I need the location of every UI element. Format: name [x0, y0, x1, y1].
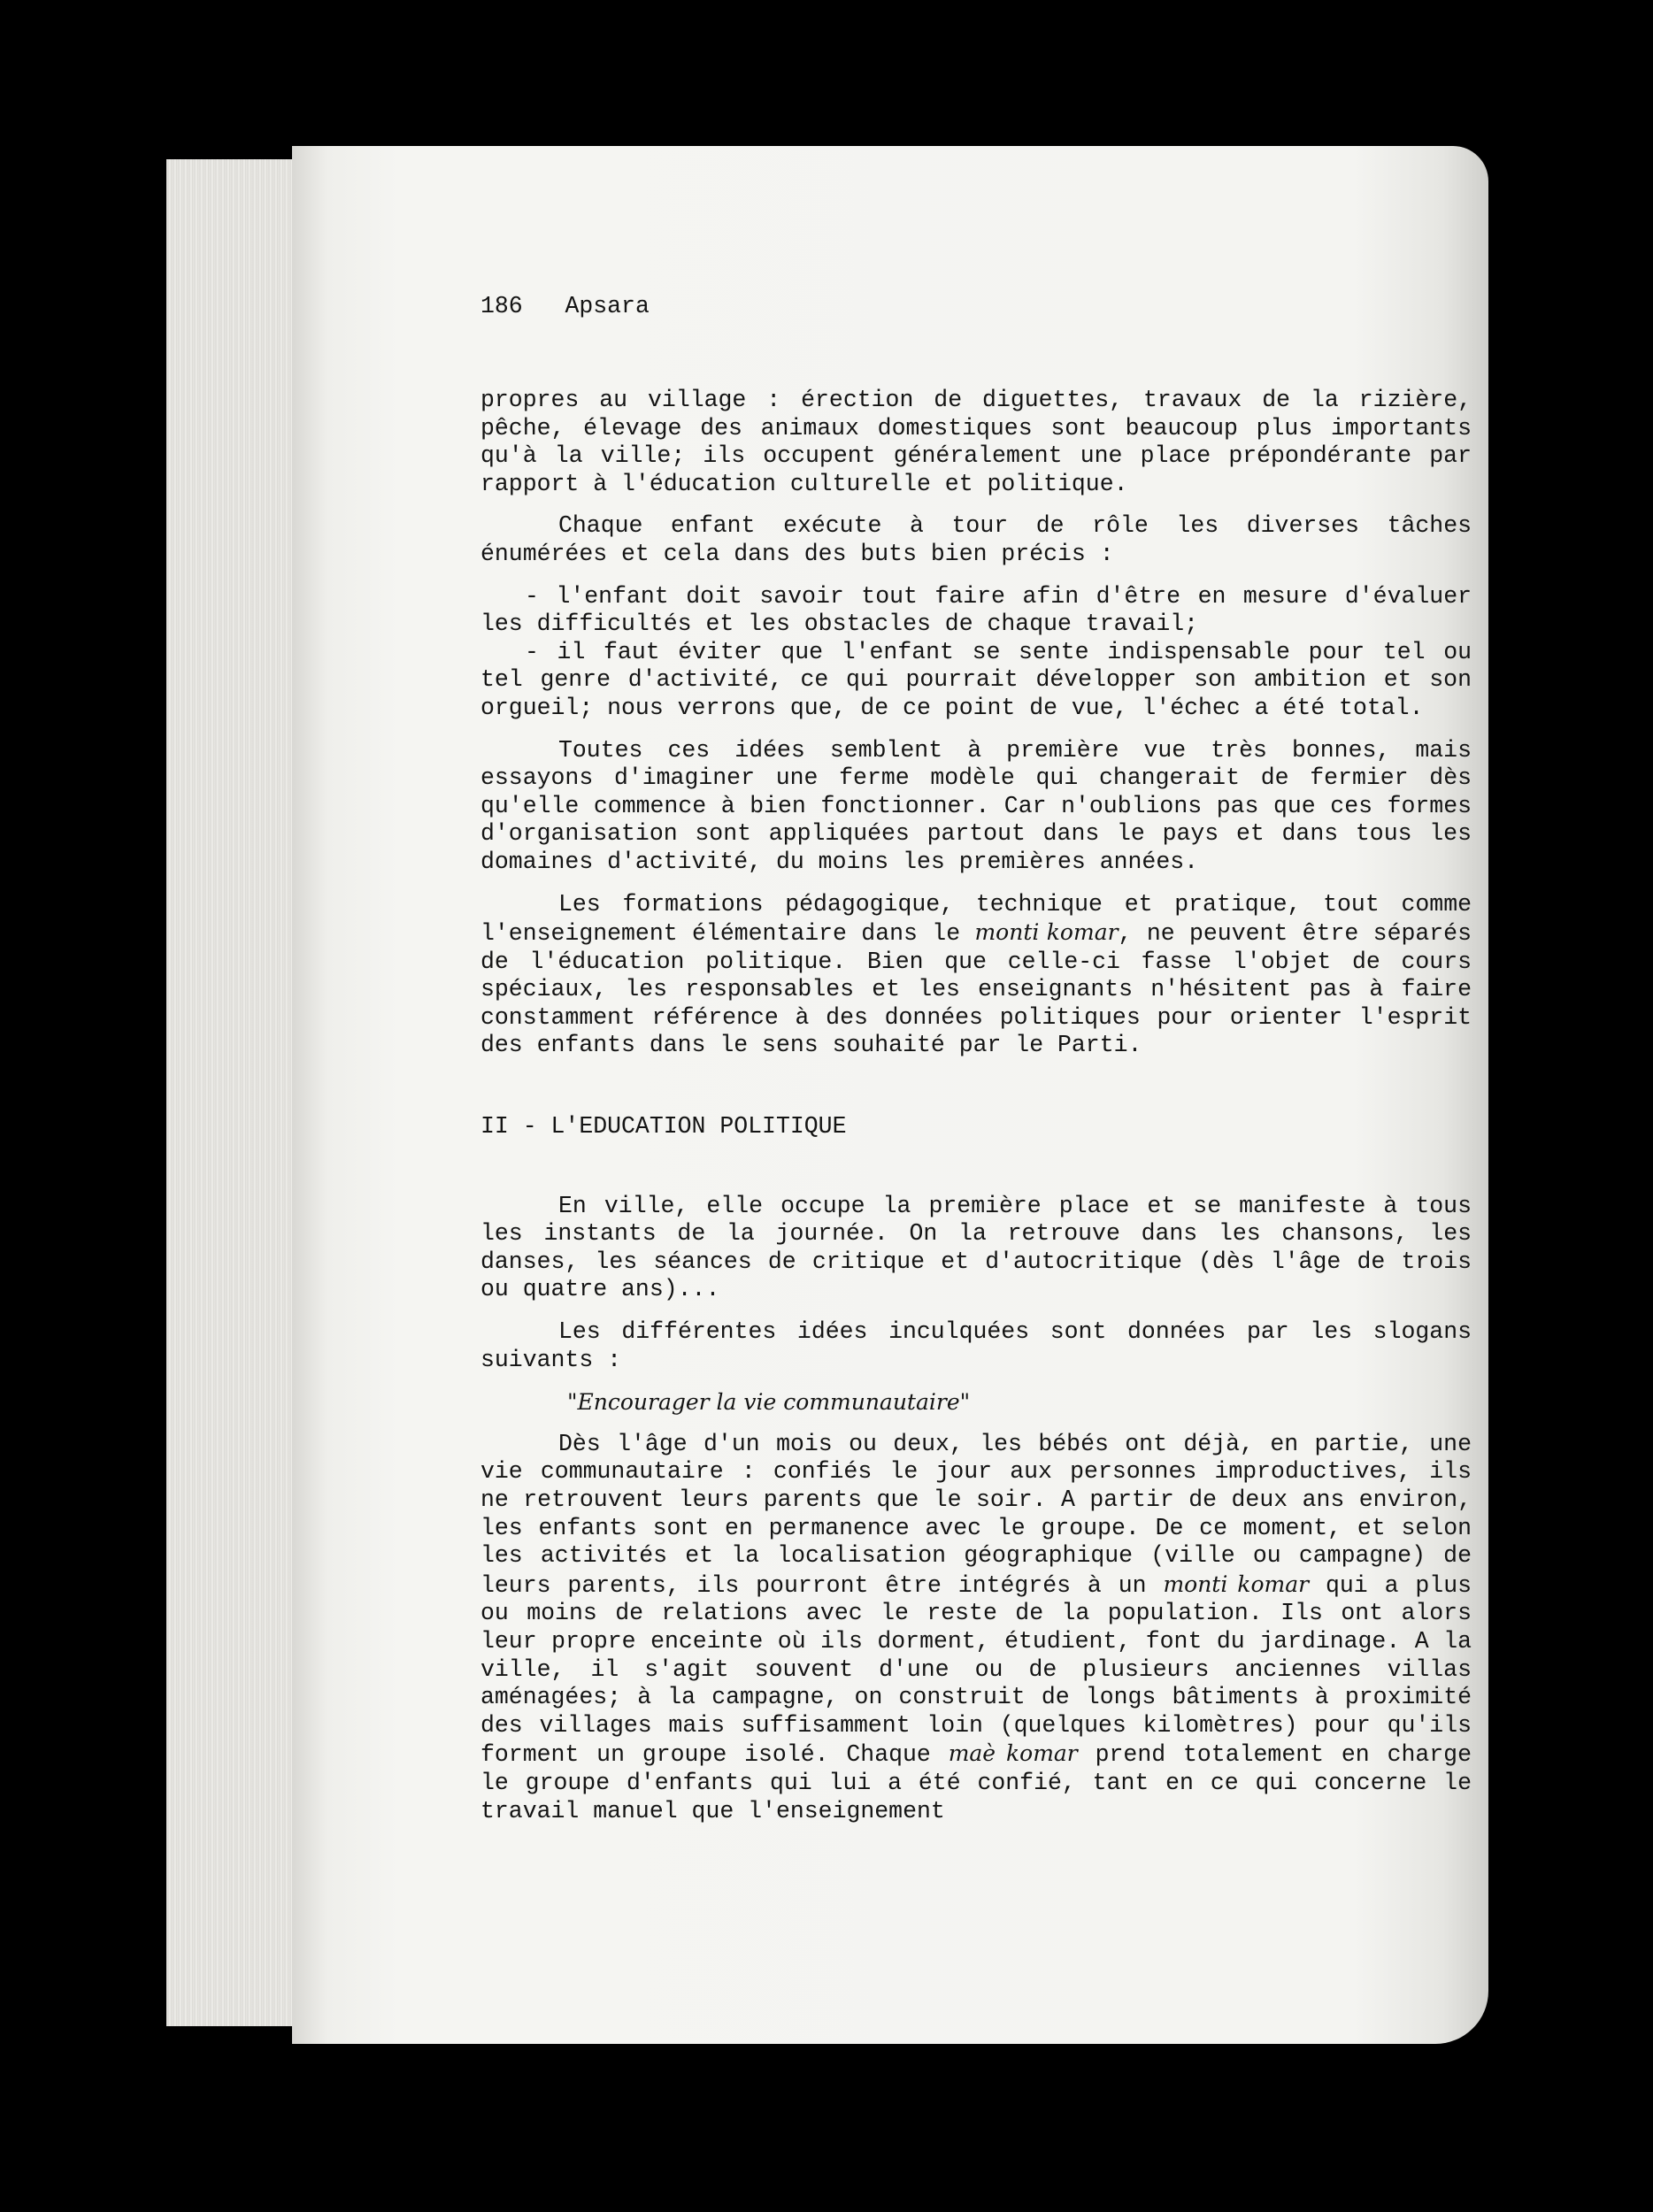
paragraph-4-part-b: , ne peuvent être séparés de l'éducation politique. Bien que celle-ci fasse l'objet de cours spéciaux, les responsables et les enseignants n'hésitent pas à faire constamment référence à des données politiques pour orienter l'esprit des enfants dans le sens souhaité par le Parti. — [481, 920, 1472, 1059]
page-edges — [166, 159, 299, 2026]
list-item-1: - l'enfant doit savoir tout faire afin d'être en mesure d'évaluer les difficultés et les obstacles de chaque travail; — [481, 582, 1472, 638]
paragraph-7-part-c: prend totalement en charge le groupe d'enfants qui lui a été confié, tant en ce qui concerne le travail manuel que l'enseignement — [481, 1741, 1472, 1824]
term-monti-komar: monti komar — [974, 919, 1119, 946]
paragraph-7-part-b: qui a plus ou moins de relations avec le reste de la population. Ils ont alors leur propre enceinte où ils dorment, étudient, font du jardinage. A la ville, il s'agit souvent d'une ou de plusieurs anciennes villas aménagées; à la campagne, on construit de longs bâtiments à proximité des villages mais suffisamment loin (quelques kilomètres) pour qu'ils forment un groupe isolé. Chaque — [481, 1571, 1472, 1769]
term-mae-komar: maè komar — [948, 1740, 1078, 1767]
paragraph-1: propres au village : érection de diguettes, travaux de la rizière, pêche, élevage des animaux domestiques sont beaucoup plus importants qu'à la ville; ils occupent généralement une place prépondérante par rapport à l'éducation culturelle et politique. — [481, 387, 1472, 497]
body-text — [481, 387, 1472, 1839]
page-number: 186 — [481, 293, 523, 319]
paragraph-3: Toutes ces idées semblent à première vue très bonnes, mais essayons d'imaginer une ferme modèle qui changerait de fermier dès qu'elle commence à bien fonctionner. Car n'oublions pas que ces formes d'organisation sont appliquées partout dans le pays et dans tous les domaines d'activité, du moins les premières années. — [481, 736, 1472, 875]
slogan: "Encourager la vie communautaire" — [567, 1389, 971, 1416]
term-monti-komar-2: monti komar — [1163, 1571, 1310, 1597]
section-heading: II - L'EDUCATION POLITIQUE — [481, 1113, 847, 1141]
journal-title: Apsara — [565, 293, 650, 319]
running-header — [481, 293, 650, 321]
paragraph-2: Chaque enfant exécute à tour de rôle les diverses tâches énumérées et cela dans des buts bien précis : — [481, 512, 1472, 567]
paragraph-4-part-a: Les formations pédagogique, technique et pratique, tout comme l'enseignement élémentaire dans le — [481, 890, 1472, 948]
paragraph-7-part-a: Dès l'âge d'un mois ou deux, les bébés ont déjà, en partie, une vie communautaire : confiés le jour aux personnes improductives, ils ne retrouvent leurs parents que le soir. A partir de deux ans environ, les enfants sont en permanence avec le groupe. De ce moment, et selon les activités et la localisation géographique (ville ou campagne) de leurs parents, ils pourront être intégrés à un — [481, 1430, 1472, 1599]
paragraph-7 — [481, 1431, 1472, 1825]
paragraph-6: Les différentes idées inculquées sont données par les slogans suivants : — [481, 1318, 1472, 1373]
list-item-2: - il faut éviter que l'enfant se sente indispensable pour tel ou tel genre d'activité, ce qui pourrait développer son ambition et son orgueil; nous verrons que, de ce point de vue, l'échec a été total. — [481, 638, 1472, 721]
paragraph-4 — [481, 891, 1472, 1061]
book-page — [292, 146, 1488, 2044]
paragraph-5: En ville, elle occupe la première place et se manifeste à tous les instants de la journée. On la retrouve dans les chansons, les danses, les séances de critique et d'autocritique (dès l'âge de trois ou quatre ans)... — [481, 1192, 1472, 1303]
